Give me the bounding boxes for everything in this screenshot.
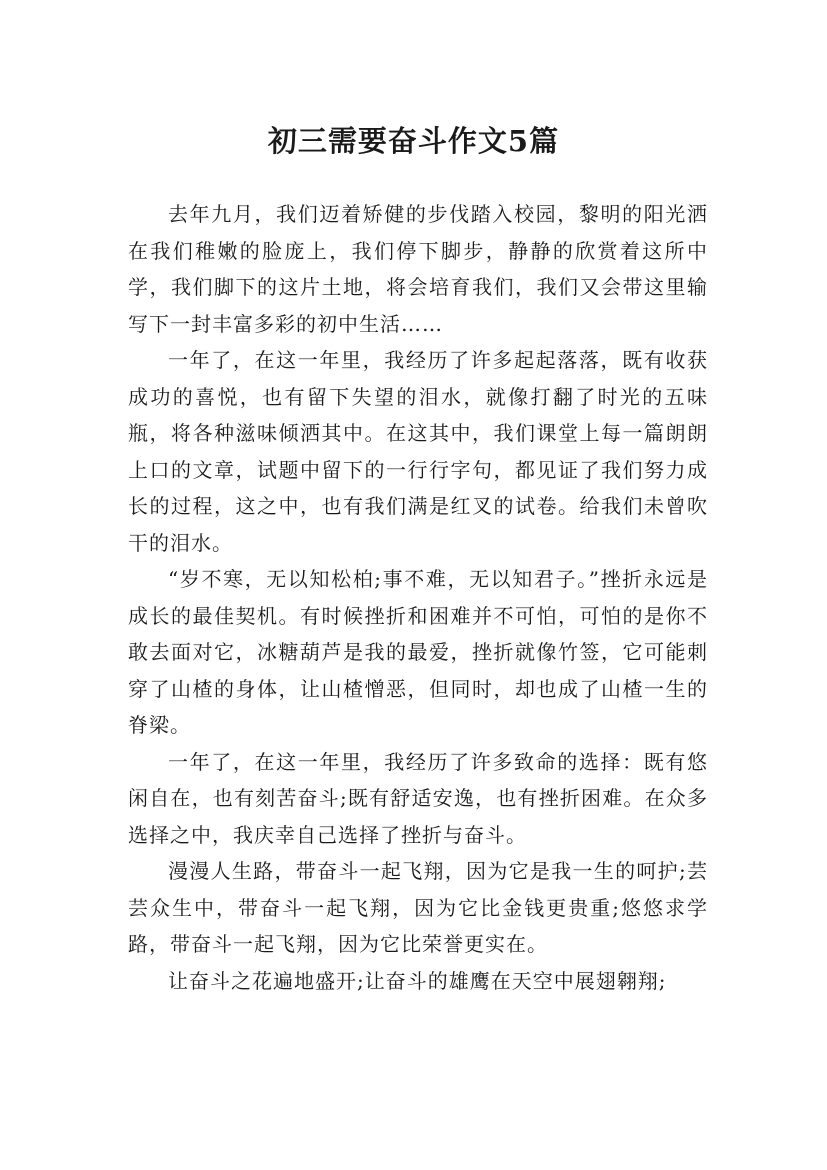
paragraph-1: 去年九月，我们迈着矫健的步伐踏入校园，黎明的阳光洒在我们稚嫩的脸庞上，我们停下脚步，静静的欣赏着这所中学，我们脚下的这片土地，将会培育我们，我们又会带这里输写下一封丰富多彩的初中生活…… bbox=[128, 202, 708, 336]
paragraph-2: 一年了，在这一年里，我经历了许多起起落落，既有收获成功的喜悦，也有留下失望的泪水，就像打翻了时光的五味瓶，将各种滋味倾洒其中。在这其中，我们课堂上每一篇朗朗上口的文章，试题中留下的一行行字句，都见证了我们努力成长的过程，这之中，也有我们满是红叉的试卷。给我们未曾吹干的泪水。 bbox=[128, 348, 708, 555]
document-body bbox=[128, 196, 708, 999]
paragraph-5: 漫漫人生路，带奋斗一起飞翔，因为它是我一生的呵护;芸芸众生中，带奋斗一起飞翔，因为它比金钱更贵重;悠悠求学路，带奋斗一起飞翔，因为它比荣誉更实在。 bbox=[128, 859, 708, 956]
paragraph-4: 一年了，在这一年里，我经历了许多致命的选择：既有悠闲自在，也有刻苦奋斗;既有舒适安逸，也有挫折困难。在众多选择之中，我庆幸自己选择了挫折与奋斗。 bbox=[128, 749, 708, 847]
paragraph-6: 让奋斗之花遍地盛开;让奋斗的雄鹰在天空中展翅翱翔; bbox=[168, 968, 667, 993]
paragraph-3: “岁不寒，无以知松柏;事不难，无以知君子。”挫折永远是成长的最佳契机。有时候挫折和困难并不可怕，可怕的是你不敢去面对它，冰糖葫芦是我的最爱，挫折就像竹签，它可能刺穿了山楂的身体，让山楂憎恶，但同时，却也成了山楂一生的脊梁。 bbox=[128, 567, 708, 737]
document-title: 初三需要奋斗作文5篇 bbox=[267, 124, 560, 159]
